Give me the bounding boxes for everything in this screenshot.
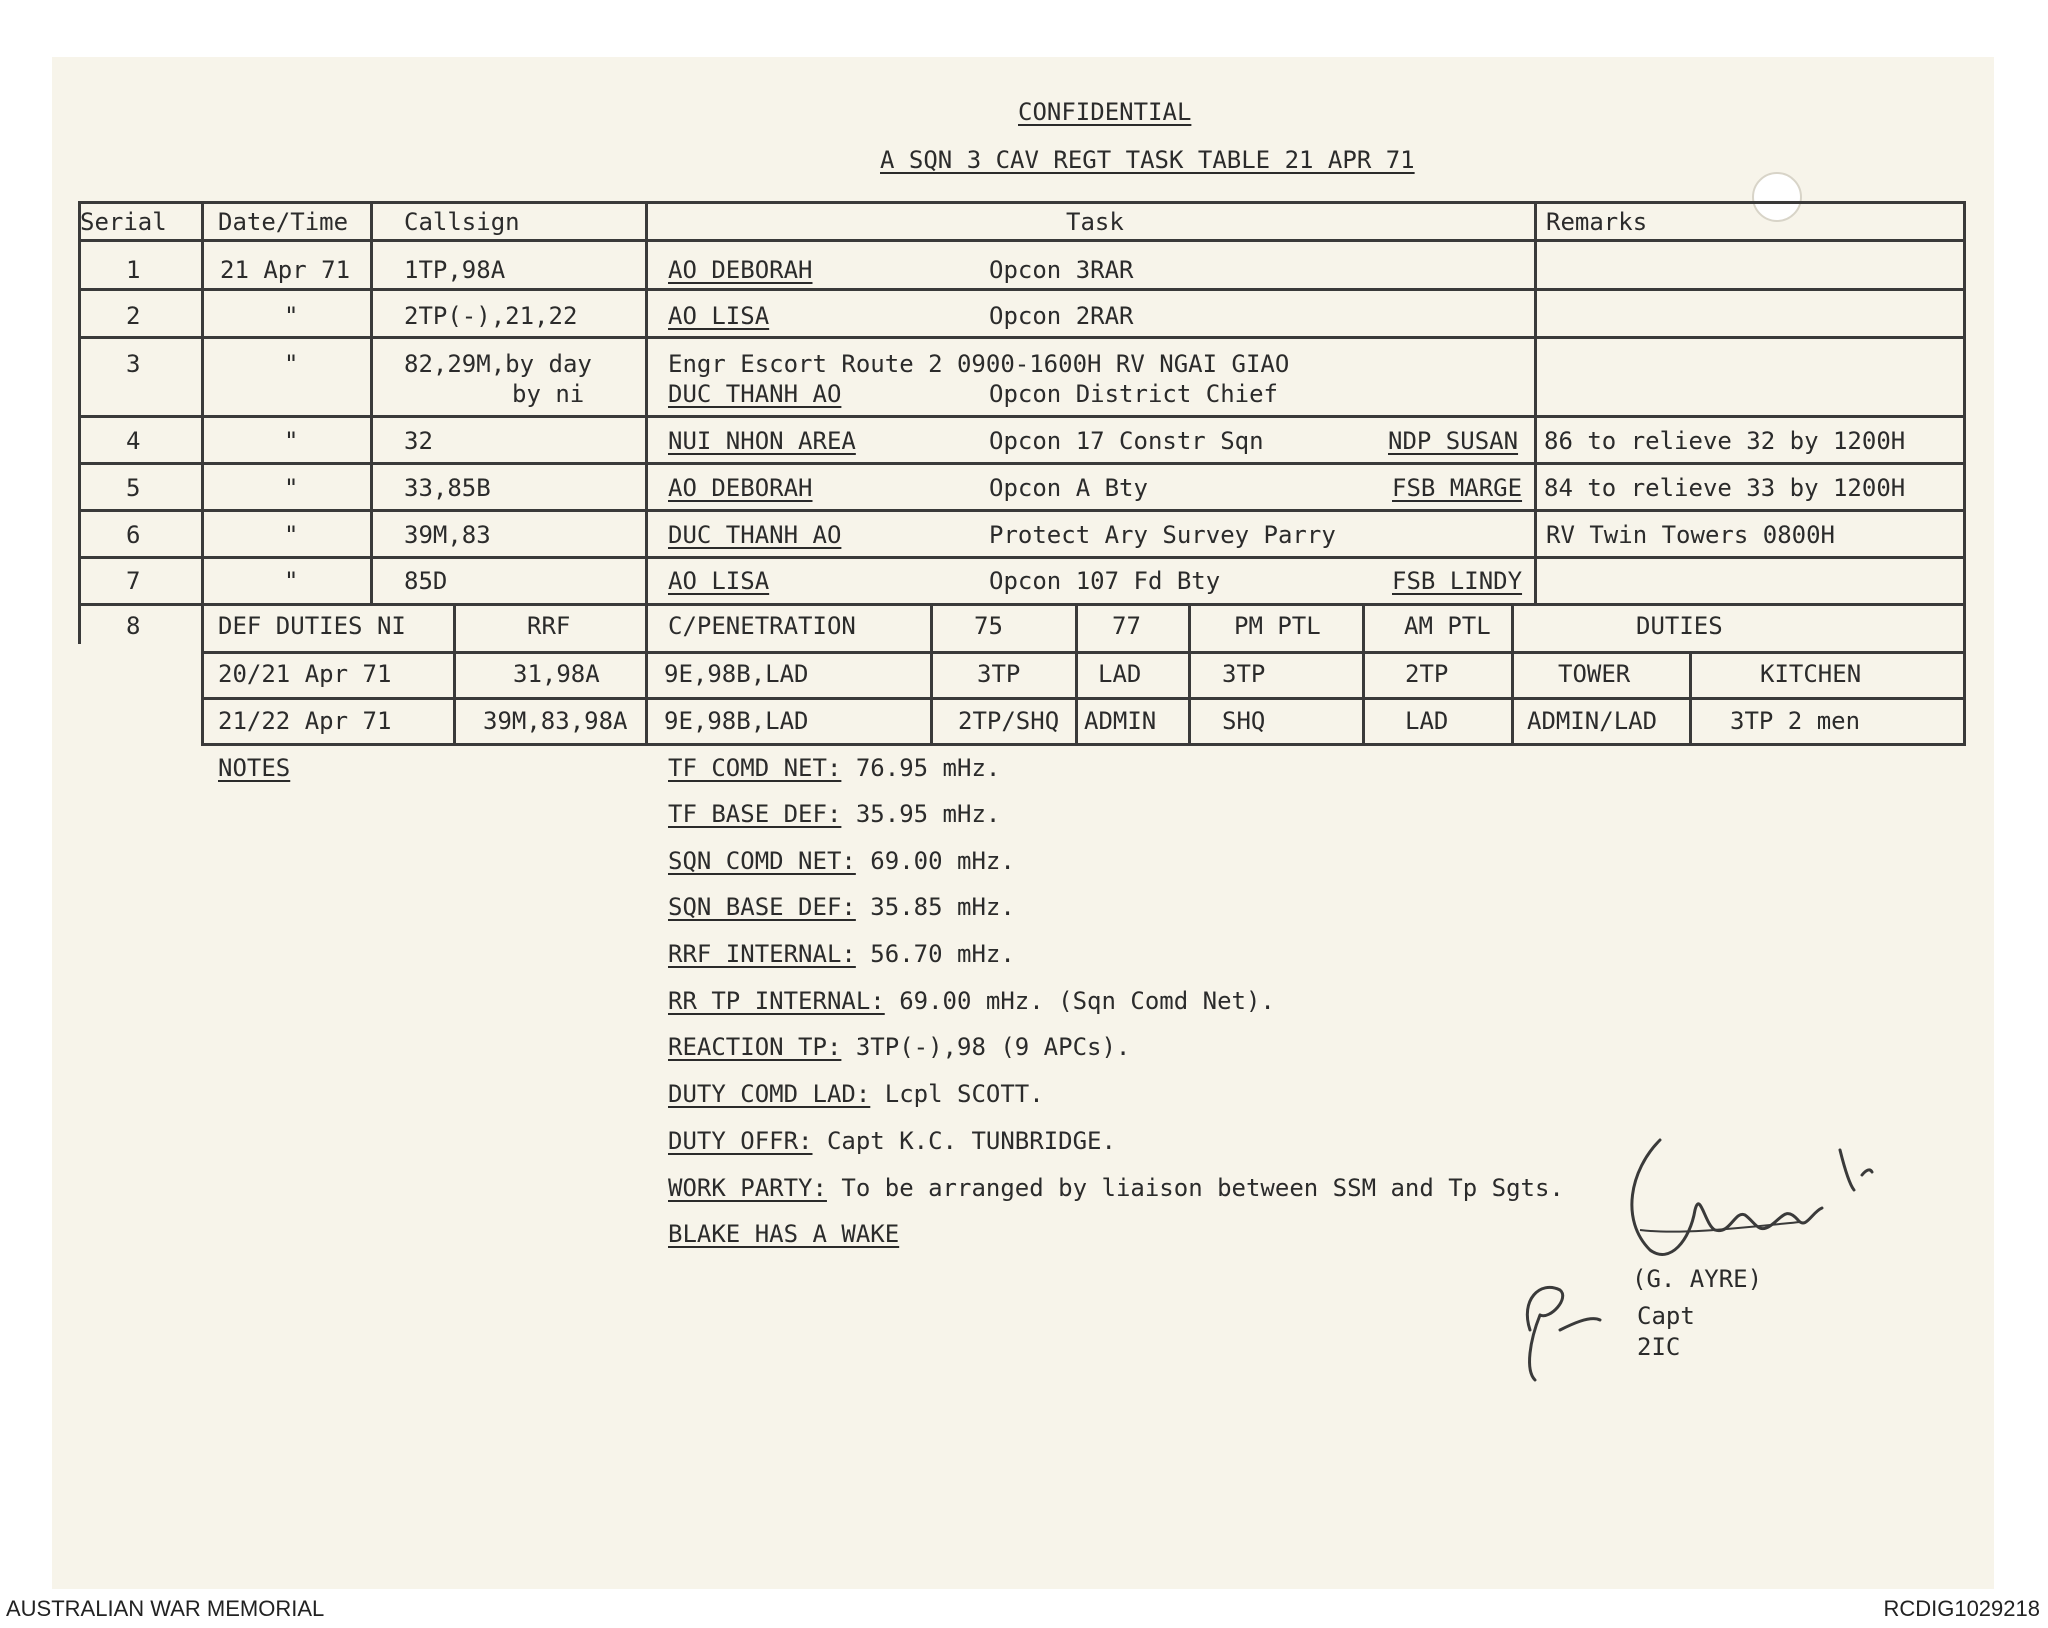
col-header-callsign: Callsign (404, 208, 520, 236)
note-label: DUTY OFFR: (668, 1127, 813, 1155)
note-label: WORK PARTY: (668, 1174, 827, 1202)
task-cell: Opcon 107 Fd Bty (989, 567, 1221, 595)
note-item (668, 1080, 1044, 1108)
note-value: 35.85 mHz. (870, 893, 1015, 921)
kitchen-cell: KITCHEN (1760, 660, 1862, 688)
date-cell: " (284, 474, 299, 502)
serial-cell: 4 (126, 427, 141, 455)
note-value: 35.95 mHz. (855, 800, 1001, 828)
notes-label: NOTES (218, 754, 291, 782)
date-cell: " (284, 567, 299, 595)
serial-cell: 2 (126, 302, 141, 330)
note-item (668, 800, 1000, 828)
note-value: 56.70 mHz. (870, 940, 1015, 968)
task-line1: Engr Escort Route 2 0900-1600H RV NGAI GIAO (668, 350, 1290, 378)
task-cell: Opcon A Bty (989, 474, 1148, 502)
note-label: DUTY COMD LAD: (668, 1080, 871, 1108)
tower-cell: ADMIN/LAD (1527, 707, 1658, 735)
task-cell: Opcon 3RAR (989, 256, 1134, 284)
note-value: 76.95 mHz. (855, 754, 1001, 782)
location-cell: NDP SUSAN (1388, 427, 1519, 455)
kitchen-cell: 3TP 2 men (1730, 707, 1861, 735)
task-cell: Protect Ary Survey Parry (989, 521, 1336, 549)
location-cell: FSB LINDY (1392, 567, 1523, 595)
task-cell: Opcon 17 Constr Sqn (989, 427, 1264, 455)
col-header-serial: Serial (80, 208, 167, 236)
col-header-datetime: Date/Time (218, 208, 349, 236)
area-cell: AO DEBORAH (668, 474, 813, 502)
area-cell: AO LISA (668, 302, 770, 330)
def-duties-header: DEF DUTIES NI (218, 612, 406, 640)
note-item (668, 754, 1000, 782)
footer-left-credit: AUSTRALIAN WAR MEMORIAL (6, 1596, 325, 1621)
note-label: RR TP INTERNAL: (668, 987, 885, 1015)
am-ptl-cell: LAD (1405, 707, 1449, 735)
note-label: SQN COMD NET: (668, 847, 856, 875)
pm-ptl-header: PM PTL (1234, 612, 1321, 640)
area-cell: DUC THANH AO (668, 380, 842, 408)
col-77-cell: LAD (1098, 660, 1142, 688)
callsign-cell: 33,85B (404, 474, 491, 502)
note-value: To be arranged by liaison between SSM and Tp Sgts. (841, 1174, 1564, 1202)
col-77-cell: ADMIN (1084, 707, 1157, 735)
serial-cell: 7 (126, 567, 141, 595)
am-ptl-header: AM PTL (1404, 612, 1491, 640)
area-cell: NUI NHON AREA (668, 427, 856, 455)
serial-cell: 5 (126, 474, 141, 502)
serial-cell: 1 (126, 256, 141, 284)
signatory-name: (G. AYRE) (1632, 1265, 1763, 1293)
punch-hole (1752, 172, 1802, 222)
col-75-cell: 2TP/SHQ (958, 707, 1060, 735)
location-cell: FSB MARGE (1392, 474, 1523, 502)
date-cell: " (284, 427, 299, 455)
area-cell: DUC THANH AO (668, 521, 842, 549)
note-item (668, 847, 1015, 875)
remarks-cell: RV Twin Towers 0800H (1546, 521, 1835, 549)
note-value: 3TP(-),98 (9 APCs). (855, 1033, 1131, 1061)
duty-date-cell: 20/21 Apr 71 (218, 660, 392, 688)
serial-cell: 3 (126, 350, 141, 378)
note-item (668, 987, 1275, 1015)
note-value: Capt K.C. TUNBRIDGE. (826, 1127, 1116, 1155)
date-cell: " (284, 521, 299, 549)
note-label: SQN BASE DEF: (668, 893, 856, 921)
date-cell: 21 Apr 71 (220, 256, 351, 284)
note-value: 69.00 mHz. (Sqn Comd Net). (899, 987, 1275, 1015)
pm-ptl-cell: SHQ (1222, 707, 1266, 735)
tower-cell: TOWER (1558, 660, 1631, 688)
signatory-rank: Capt (1637, 1302, 1695, 1330)
area-cell: AO DEBORAH (668, 256, 813, 284)
area-cell: AO LISA (668, 567, 770, 595)
callsign-cell: 82,29M,by day (404, 350, 592, 378)
note-label: BLAKE HAS A WAKE (668, 1220, 900, 1248)
note-item (668, 893, 1015, 921)
note-item (668, 1220, 899, 1248)
penetration-header: C/PENETRATION (668, 612, 856, 640)
note-label: RRF INTERNAL: (668, 940, 856, 968)
note-value: Lcpl SCOTT. (884, 1080, 1044, 1108)
serial-cell: 8 (126, 612, 141, 640)
date-cell: " (284, 350, 299, 378)
callsign-cell: 2TP(-),21,22 (404, 302, 578, 330)
rrf-cell: 39M,83,98A (483, 707, 628, 735)
document-title: A SQN 3 CAV REGT TASK TABLE 21 APR 71 (880, 146, 1415, 174)
serial-cell: 6 (126, 521, 141, 549)
note-label: REACTION TP: (668, 1033, 842, 1061)
duty-date-cell: 21/22 Apr 71 (218, 707, 392, 735)
signatory-appointment: 2IC (1637, 1333, 1681, 1361)
note-label: TF BASE DEF: (668, 800, 842, 828)
task-cell: Opcon District Chief (989, 380, 1278, 408)
callsign-cell: 39M,83 (404, 521, 491, 549)
note-item (668, 940, 1015, 968)
pm-ptl-cell: 3TP (1222, 660, 1266, 688)
note-value: 69.00 mHz. (870, 847, 1015, 875)
remarks-cell: 86 to relieve 32 by 1200H (1544, 427, 1906, 455)
am-ptl-cell: 2TP (1405, 660, 1449, 688)
col-75-header: 75 (974, 612, 1003, 640)
col-75-cell: 3TP (977, 660, 1021, 688)
rrf-cell: 31,98A (513, 660, 600, 688)
note-item (668, 1033, 1130, 1061)
handwritten-signature (1500, 1130, 2000, 1390)
col-header-task: Task (1066, 208, 1124, 236)
remarks-cell: 84 to relieve 33 by 1200H (1544, 474, 1906, 502)
note-label: TF COMD NET: (668, 754, 842, 782)
col-77-header: 77 (1112, 612, 1141, 640)
date-cell: " (284, 302, 299, 330)
rrf-header: RRF (527, 612, 571, 640)
classification-heading: CONFIDENTIAL (1018, 98, 1192, 126)
duties-header: DUTIES (1636, 612, 1723, 640)
callsign-cell: 85D (404, 567, 448, 595)
task-cell: Opcon 2RAR (989, 302, 1134, 330)
note-item (668, 1127, 1116, 1155)
penetration-cell: 9E,98B,LAD (664, 660, 809, 688)
penetration-cell: 9E,98B,LAD (664, 707, 809, 735)
callsign-cell: 32 (404, 427, 433, 455)
footer-right-id: RCDIG1029218 (1883, 1596, 2040, 1621)
note-item (668, 1174, 1564, 1202)
col-header-remarks: Remarks (1546, 208, 1648, 236)
callsign-cell: 1TP,98A (404, 256, 506, 284)
callsign-cell-line2: by ni (512, 380, 585, 408)
